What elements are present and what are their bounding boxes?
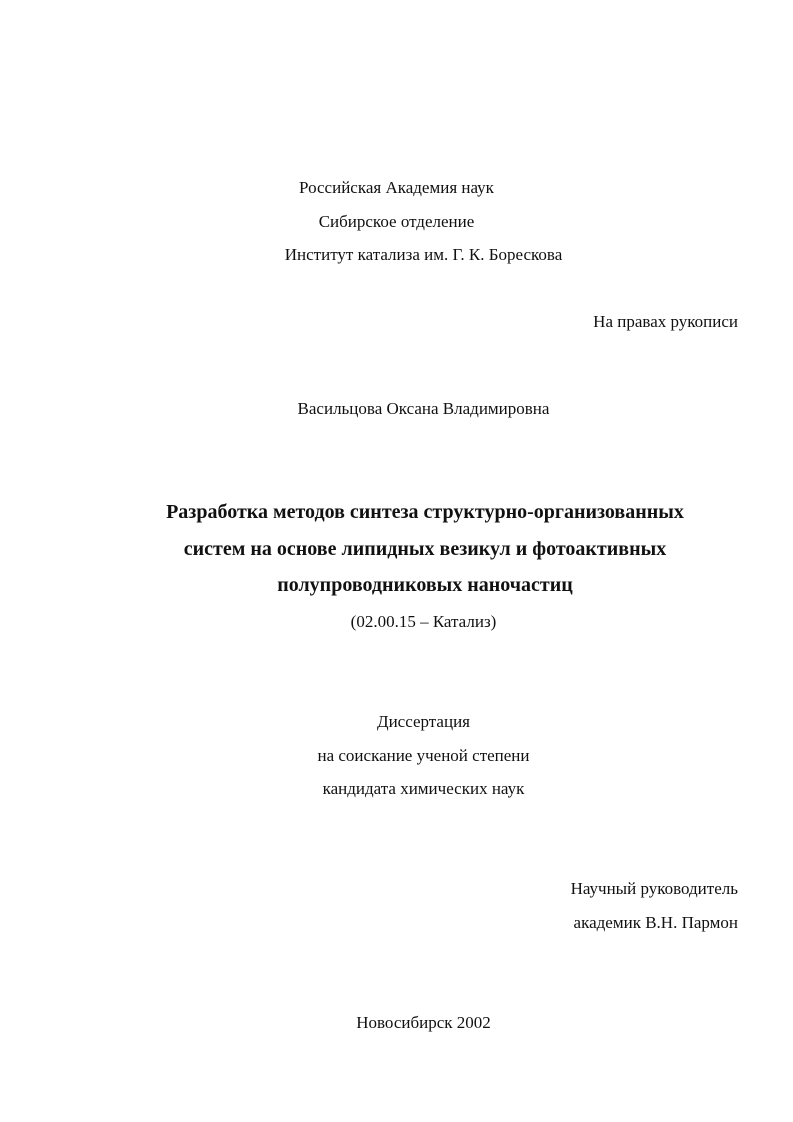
specialty-code: (02.00.15 – Катализ)	[350, 612, 497, 631]
degree-name: кандидата химических наук	[322, 779, 525, 798]
supervisor-role: Научный руководитель	[570, 879, 738, 898]
title-line-3: полупроводниковых наночастиц	[277, 574, 573, 596]
author-name: Васильцова Оксана Владимировна	[297, 399, 550, 418]
degree-type: Диссертация	[376, 712, 470, 731]
academy-name: Российская Академия наук	[299, 178, 494, 197]
title-line-1: Разработка методов синтеза структурно-организованных	[166, 501, 684, 523]
degree-purpose: на соискание ученой степени	[317, 746, 530, 765]
rights-note: На правах рукописи	[593, 312, 738, 331]
institute-name: Институт катализа им. Г. К. Борескова	[284, 245, 563, 264]
title-line-2: систем на основе липидных везикул и фотоактивных	[183, 538, 667, 560]
branch-name: Сибирское отделение	[318, 212, 475, 231]
supervisor-name: академик В.Н. Пармон	[573, 913, 738, 932]
city-year: Новосибирск 2002	[356, 1013, 491, 1032]
